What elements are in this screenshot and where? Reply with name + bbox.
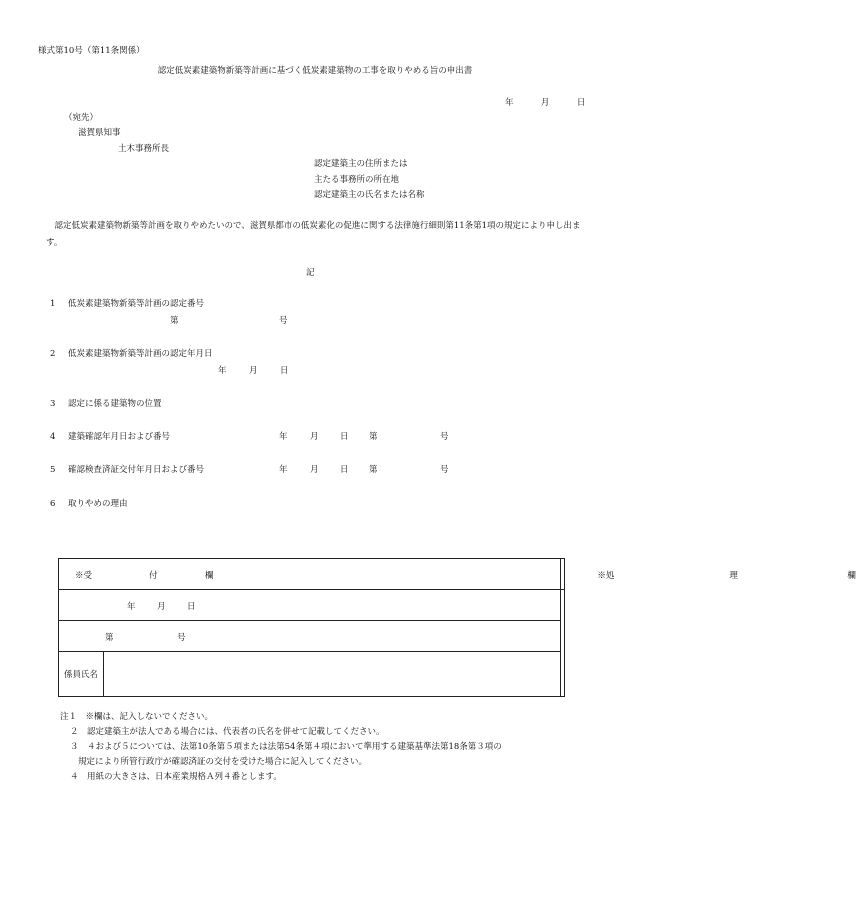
process-header-end: 欄 (847, 571, 856, 581)
process-header-mid: 理 (729, 571, 738, 581)
field-month: 月 (249, 366, 258, 376)
field-go: 号 (440, 465, 449, 475)
item-number: 2 (50, 349, 56, 359)
field-month: 月 (310, 465, 319, 475)
staff-name-label: 係員氏名 (63, 670, 98, 680)
receipt-date-cell (59, 590, 561, 621)
note-4: ４ 用紙の大きさは、日本産業規格Ａ列４番とします。 (70, 772, 282, 782)
field-year: 年 (279, 465, 288, 475)
date-month: 月 (540, 98, 550, 108)
applicant-office-label: 主たる事務所の所在地 (314, 175, 400, 185)
staff-name-label-cell (59, 652, 104, 697)
item-number: 1 (50, 299, 56, 309)
receipt-number-go: 号 (177, 633, 186, 643)
field-dai: 第 (369, 465, 378, 475)
notes-section (60, 710, 502, 785)
item-label: 取りやめの理由 (68, 499, 128, 509)
note-1: 注１ ※欄は、記入しないでください。 (60, 712, 214, 722)
note-3-cont: 規定により所管行政庁が確認済証の交付を受けた場合に記入してください。 (78, 757, 368, 767)
process-header-mark: ※処 (597, 571, 615, 581)
receipt-number-cell (59, 621, 561, 652)
field-year: 年 (218, 366, 227, 376)
item-certification-number (50, 297, 204, 309)
item-number: 6 (50, 499, 56, 509)
process-header-cell (561, 559, 856, 590)
submission-date (505, 96, 585, 108)
receipt-header-end: 欄 (205, 571, 214, 581)
item-number: 3 (50, 399, 56, 409)
staff-name-field (104, 652, 561, 697)
receipt-processing-table (58, 558, 856, 697)
field-dai: 第 (369, 432, 378, 442)
process-area (561, 590, 565, 697)
note-3: ３ ４および５については、法第10条第５項または法第54条第４項において準用する建築基準法第18条第３項の (70, 742, 502, 752)
receipt-date-month: 月 (157, 602, 166, 612)
item-label: 建築確認年月日および番号 (68, 432, 171, 442)
field-year: 年 (279, 432, 288, 442)
ki-heading: 記 (306, 268, 315, 278)
field-go: 号 (279, 316, 288, 326)
field-day: 日 (280, 366, 289, 376)
field-dai: 第 (170, 316, 179, 326)
document-title: 認定低炭素建築物新築等計画に基づく低炭素建築物の工事を取りやめる旨の申出書 (157, 66, 473, 76)
field-go: 号 (440, 432, 449, 442)
applicant-name-label: 認定建築主の氏名または名称 (314, 190, 425, 200)
note-2: ２ 認定建築主が法人である場合には、代表者の氏名を併せて記載してください。 (70, 727, 385, 737)
item-inspection-certificate (50, 463, 204, 475)
receipt-header-mid: 付 (149, 571, 158, 581)
receipt-header-cell (59, 559, 561, 590)
item-label: 確認検査済証交付年月日および番号 (68, 465, 205, 475)
item-number: 5 (50, 465, 56, 475)
form-number-label: 様式第10号（第11条関係） (38, 46, 145, 56)
item-number: 4 (50, 432, 56, 442)
item-withdrawal-reason (50, 497, 128, 509)
addressee-heading: （宛先） (64, 113, 99, 123)
item-label: 低炭素建築物新築等計画の認定番号 (68, 299, 205, 309)
receipt-date-day: 日 (187, 602, 196, 612)
field-day: 日 (340, 465, 349, 475)
date-year: 年 (505, 98, 514, 108)
item-label: 低炭素建築物新築等計画の認定年月日 (68, 349, 213, 359)
body-paragraph: 認定低炭素建築物新築等計画を取りやめたいので、滋賀県都市の低炭素化の促進に関する法律施行細則第11条第1項の規定により申し出ます。 (46, 221, 581, 248)
field-month: 月 (310, 432, 319, 442)
field-day: 日 (340, 432, 349, 442)
date-day: 日 (576, 98, 586, 108)
receipt-number-dai: 第 (105, 633, 114, 643)
item-label: 認定に係る建築物の位置 (68, 399, 162, 409)
receipt-date-year: 年 (127, 602, 136, 612)
addressee-governor: 滋賀県知事 (78, 128, 121, 138)
item-building-confirmation (50, 430, 170, 442)
receipt-header-mark: ※受 (75, 571, 93, 581)
applicant-address-label: 認定建築主の住所または (314, 159, 408, 169)
item-building-location (50, 397, 162, 409)
addressee-office: 土木事務所長 (118, 144, 170, 154)
item-certification-date (50, 347, 213, 359)
